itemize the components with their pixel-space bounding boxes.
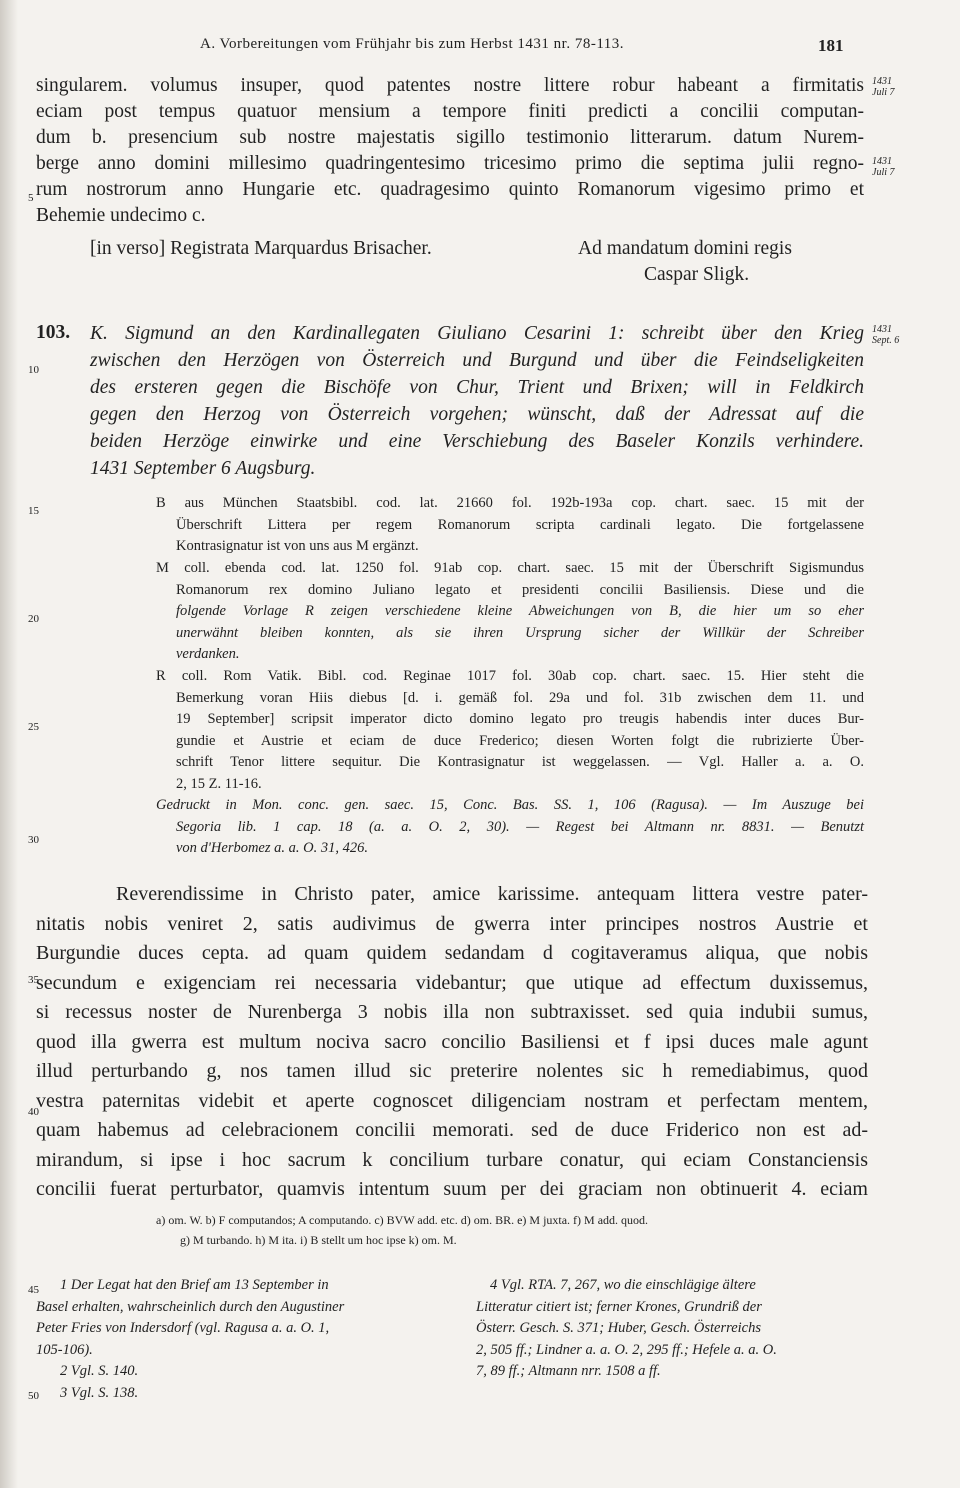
text-line: concilii fuerat perturbator, quamvis intentum suum per dei graciam non obtinuerit 4. eciam	[36, 1178, 868, 1200]
signer-name: Caspar Sligk.	[644, 264, 750, 285]
heading-line: 1431 September 6 Augsburg.	[90, 458, 316, 479]
text-line: quam habemus ad celebracionem concilii memorati. sed de duce Friderico non est ad-	[36, 1119, 868, 1141]
text-line: Reverendissime in Christo pater, amice karissime. antequam littera vestre pater-	[116, 883, 868, 905]
source-line: Gedruckt in Mon. conc. gen. saec. 15, Conc. Bas. SS. 1, 106 (Ragusa). — Im Auszuge bei	[156, 797, 864, 813]
heading-line: zwischen den Herzögen von Österreich und Burgund und über die Feindseligkeiten	[90, 350, 864, 371]
footnote-line: 2, 505 ff.; Lindner a. a. O. 2, 295 ff.; Hefele a. a. O.	[476, 1341, 777, 1358]
binding-shadow	[0, 0, 18, 1488]
footnote-line: Basel erhalten, wahrscheinlich durch den Augustiner	[36, 1298, 345, 1315]
source-line: 2, 15 Z. 11-16.	[176, 775, 262, 792]
footnote-line: Litteratur citiert ist; ferner Krones, Grundriß der	[476, 1298, 762, 1315]
footnote-line: 2 Vgl. S. 140.	[60, 1363, 139, 1379]
running-header	[0, 36, 960, 60]
heading-line: beiden Herzöge einwirke und eine Verschiebung des Baseler Konzils verhindere.	[90, 431, 864, 452]
text-line: secundum e exigenciam rei necessaria videbantur; que utique ad effectum duxissemus,	[36, 971, 868, 994]
text-line: nitatis nobis veniret 2, satis audivimus de gwerra inter principes nostros Austrie et	[36, 912, 868, 935]
margin-day: Juli 7	[872, 167, 895, 178]
source-line: von d'Herbomez a. a. O. 31, 426.	[176, 840, 368, 856]
mandate-line: Ad mandatum domini regis	[578, 238, 792, 259]
line-number: 5	[28, 192, 34, 204]
apparatus-line: g) M turbando. h) M ita. i) B stellt um hoc ipse k) om. M.	[180, 1233, 457, 1247]
heading-line: K. Sigmund an den Kardinallegaten Giuliano Cesarini 1: schreibt über den Krieg	[90, 323, 864, 344]
text-line: dum b. presencium sub nostre majestatis sigillo testimonio litterarum. datum Nurem-	[36, 127, 864, 148]
heading-line: des ersteren gegen die Bischöfe von Chur, Trient und Brixen; will in Feldkirch	[90, 377, 864, 398]
source-line: gundie et Austrie et eciam de duce Frederico; diesen Worten folgt die rubrizierte Über-	[176, 732, 864, 749]
line-number: 50	[28, 1390, 39, 1402]
heading-line: gegen den Herzog von Österreich vorgehen; wünscht, daß der Adressat auf die	[90, 404, 864, 425]
margin-year: 1431	[872, 156, 892, 167]
footnote-line: 1 Der Legat hat den Brief am 13 September in	[60, 1277, 329, 1293]
line-number: 40	[28, 1106, 39, 1118]
margin-date	[872, 156, 895, 178]
source-line: Segoria lib. 1 cap. 18 (a. a. O. 2, 30). — Regest bei Altmann nr. 8831. — Benutzt	[176, 818, 864, 835]
source-line: M coll. ebenda cod. lat. 1250 fol. 91ab cop. chart. saec. 15 mit der Überschrift Sigismundus	[156, 560, 864, 576]
margin-year: 1431	[872, 324, 892, 335]
line-number: 35	[28, 974, 39, 986]
source-line: unerwähnt bleiben konnten, als sie ihren Ursprung sicher der Willkür der Schreiber	[176, 624, 864, 641]
text-line: singularem. volumus insuper, quod patentes nostre littere robur habeant a firmitatis	[36, 75, 864, 96]
source-line: verdanken.	[176, 646, 240, 662]
source-line: R coll. Rom Vatik. Bibl. cod. Reginae 1017 fol. 30ab cop. chart. saec. 15. Hier steht die	[156, 668, 864, 684]
margin-year: 1431	[872, 76, 892, 87]
margin-date	[872, 324, 899, 346]
text-line: eciam post tempus quatuor mensium a tempore finiti predicti a concilii computan-	[36, 101, 864, 122]
text-line: si recessus noster de Nurenberga 3 nobis illa non subtraxisset. sed quia indubii sumus,	[36, 1001, 868, 1023]
line-number: 10	[28, 364, 39, 376]
source-line: schrift Tenor littere sequitur. Die Kontrasignatur ist weggelassen. — Vgl. Haller a. a. O.	[176, 754, 864, 770]
line-number: 20	[28, 613, 39, 625]
page-number: 181	[818, 36, 844, 55]
text-line: vestra paternitas videbit et aperte cognoscet diligenciam nostram et perfectam mentem,	[36, 1089, 868, 1112]
source-line: Bemerkung voran Hiis diebus [d. i. gemäß fol. 29a und fol. 31b zwischen dem 11. und	[176, 689, 864, 706]
text-line: quod illa gwerra est multum nociva sacro concilio Basiliensi et f ipsi duces male agunt	[36, 1030, 868, 1053]
document-number: 103.	[36, 322, 71, 343]
margin-day: Sept. 6	[872, 335, 900, 346]
text-line: mirandum, si ipse i hoc sacrum k concilium turbare conatur, qui eciam Constanciensis	[36, 1148, 868, 1171]
verso-note: [in verso] Registrata Marquardus Brisacher.	[90, 238, 432, 259]
line-number: 15	[28, 505, 39, 517]
source-line: Kontrasignatur ist von uns aus M ergänzt.	[176, 538, 419, 554]
text-line: Burgundie duces cepta. ad quam quidem sedandam d cogitaveramus aliqua, que nobis	[36, 942, 868, 964]
line-number: 45	[28, 1284, 39, 1296]
source-line: 19 September] scripsit imperator dicto domino legato pro treugis habendis inter duces Bur-	[176, 711, 864, 727]
source-line: Romanorum rex domino Juliano legato et presidenti concilii Basiliensis. Diese und die	[176, 581, 864, 598]
footnote-line: Österr. Gesch. S. 371; Huber, Gesch. Österreichs	[476, 1320, 761, 1336]
margin-date	[872, 76, 895, 98]
source-line: folgende Vorlage R zeigen verschiedene kleine Abweichungen von B, die hier um so eher	[176, 603, 864, 619]
footnote-line: 7, 89 ff.; Altmann nrr. 1508 a ff.	[476, 1363, 661, 1379]
source-line: Überschrift Littera per regem Romanorum scripta cardinali legato. Die fortgelassene	[176, 516, 864, 533]
header-title: A. Vorbereitungen vom Frühjahr bis zum Herbst 1431 nr. 78-113.	[200, 36, 625, 52]
footnote-line: 4 Vgl. RTA. 7, 267, wo die einschlägige ältere	[490, 1277, 756, 1293]
text-line: illud perturbando g, nos tamen illud sic preterire nolentes sic h remediabimus, quod	[36, 1060, 868, 1082]
text-line: berge anno domini millesimo quadringentesimo tricesimo primo die septima julii regno-	[36, 153, 864, 174]
footnote-line: 105-106).	[36, 1341, 93, 1358]
line-number: 25	[28, 721, 39, 733]
text-line: Behemie undecimo c.	[36, 205, 206, 226]
footnote-line: Peter Fries von Indersdorf (vgl. Ragusa a. a. O. 1,	[36, 1320, 330, 1336]
footnote-line: 3 Vgl. S. 138.	[60, 1384, 139, 1401]
margin-day: Juli 7	[872, 87, 895, 98]
source-line: B aus München Staatsbibl. cod. lat. 21660 fol. 192b-193a cop. chart. saec. 15 mit der	[156, 495, 864, 511]
text-line: rum nostrorum anno Hungarie etc. quadragesimo quinto Romanorum vigesimo primo et	[36, 179, 864, 200]
apparatus-line: a) om. W. b) F computandos; A computando. c) BVW add. etc. d) om. BR. e) M juxta. f) M add. quod.	[156, 1213, 649, 1227]
line-number: 30	[28, 834, 39, 846]
